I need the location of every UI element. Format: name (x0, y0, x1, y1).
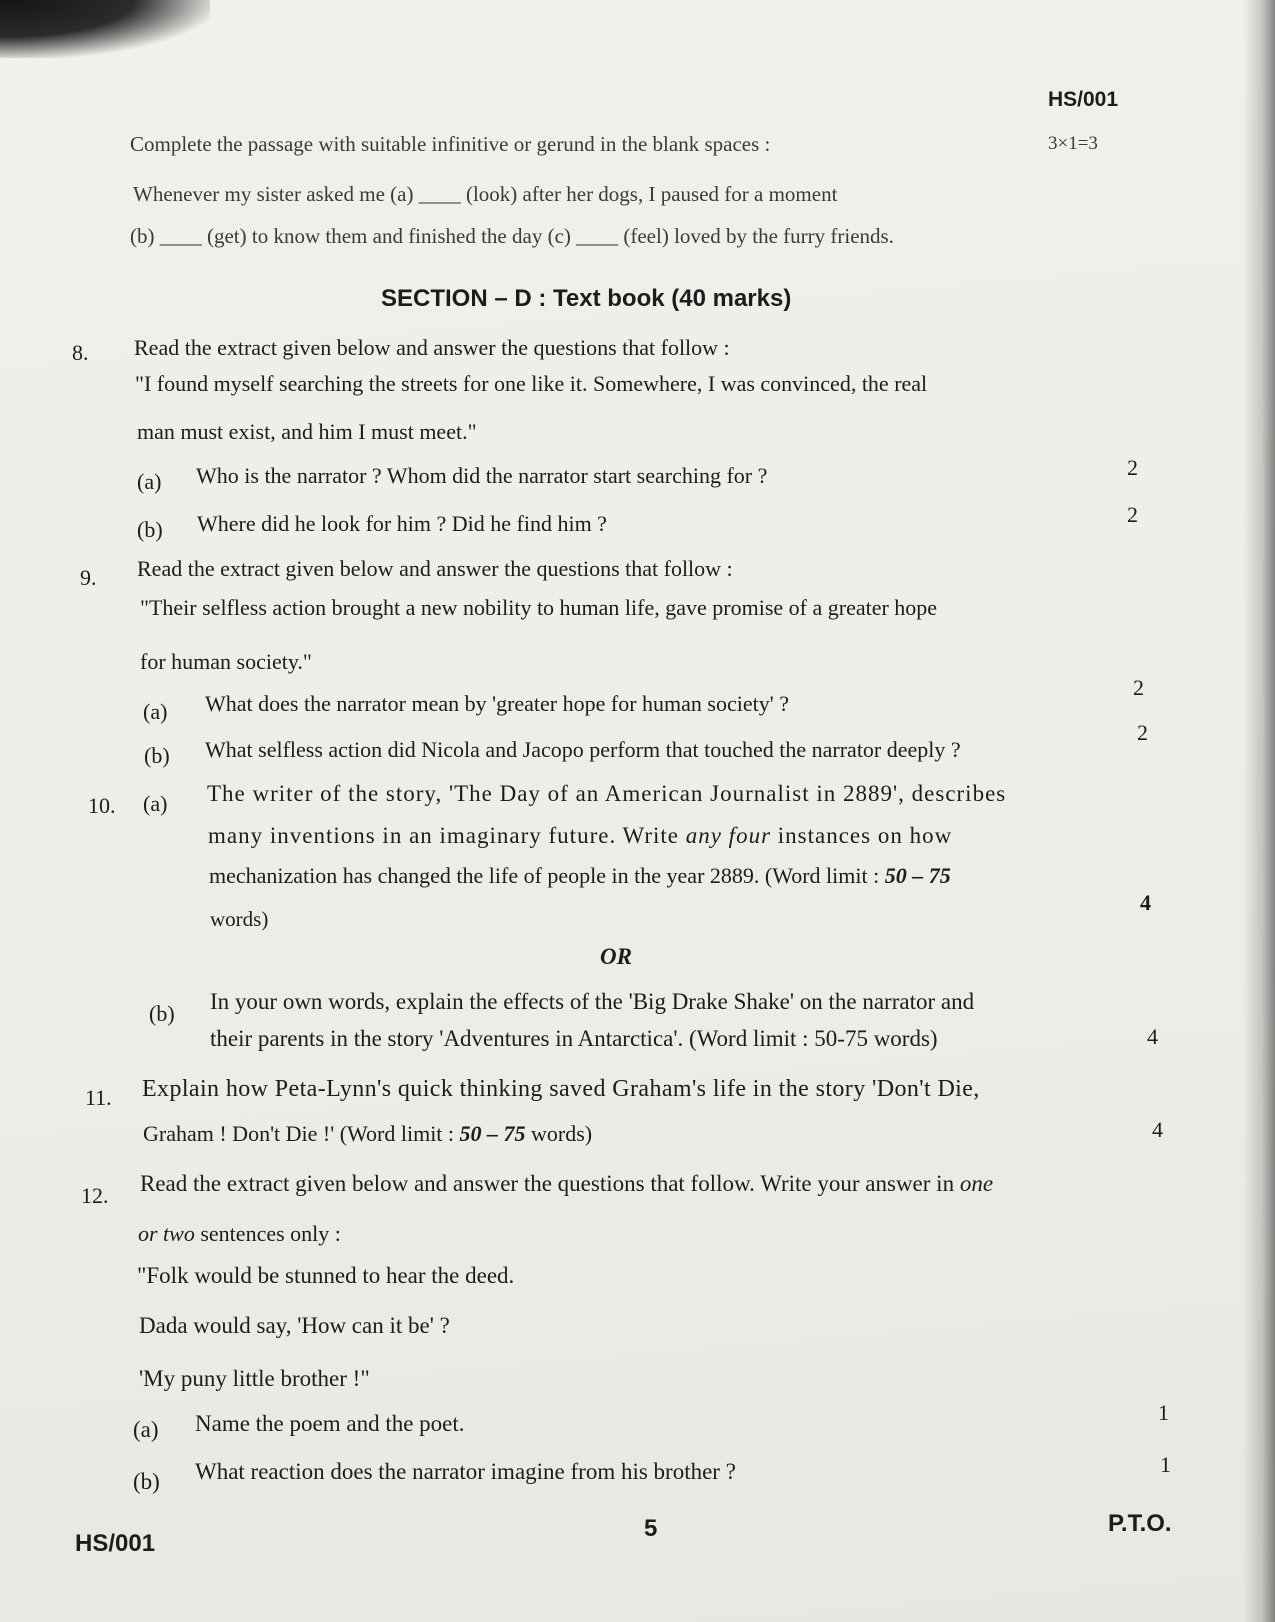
q9-instruction: Read the extract given below and answer the questions that follow : (137, 556, 733, 581)
q9a-text: What does the narrator mean by 'greater hope for human society' ? (205, 691, 789, 716)
q11-line1: Explain how Peta-Lynn's quick thinking saved Graham's life in the story 'Don't Die, (142, 1076, 980, 1102)
q10b-line1: In your own words, explain the effects of the 'Big Drake Shake' on the narrator and (210, 989, 975, 1014)
q11-number: 11. (85, 1085, 112, 1110)
q9-extract-line2: for human society." (140, 649, 312, 674)
q8b-text: Where did he look for him ? Did he find him ? (197, 511, 607, 536)
q9b-label: (b) (144, 743, 170, 768)
q12b-label: (b) (133, 1469, 160, 1494)
q8b-label: (b) (137, 517, 163, 542)
q12-line2: or two sentences only : (138, 1221, 341, 1246)
footer-code: HS/001 (75, 1530, 156, 1557)
section-d-title: SECTION – D : Text book (40 marks) (381, 285, 792, 312)
q10b-line2: their parents in the story 'Adventures in Antarctica'. (Word limit : 50-75 words) (210, 1026, 938, 1051)
q9-number: 9. (80, 565, 97, 590)
q8-number: 8. (72, 340, 89, 365)
q10a-word-limit: 50 – 75 (884, 863, 951, 888)
q7-line1: Whenever my sister asked me (a) ____ (look) after her dogs, I paused for a moment (133, 182, 838, 206)
q12-emphasis-one: one (959, 1171, 994, 1196)
q10a-emphasis-any-four: any four (685, 823, 772, 848)
q12-poem-line2: Dada would say, 'How can it be' ? (139, 1313, 450, 1338)
header-code: HS/001 (1048, 88, 1119, 111)
q9-extract-line1: "Their selfless action brought a new nobility to human life, gave promise of a greater hope (140, 595, 938, 620)
q12b-marks: 1 (1160, 1452, 1171, 1477)
q12-poem-line1: "Folk would be stunned to hear the deed. (137, 1263, 515, 1288)
q11-word-limit: 50 – 75 (459, 1121, 526, 1146)
q9b-text: What selfless action did Nicola and Jacopo perform that touched the narrator deeply ? (205, 737, 961, 762)
q11-line2: Graham ! Don't Die !' (Word limit : 50 – 75 words) (143, 1121, 593, 1146)
q8a-label: (a) (137, 469, 162, 494)
q8-extract-line1: "I found myself searching the streets for one like it. Somewhere, I was convinced, the real (135, 371, 928, 396)
q12-emphasis-or-two: or two (138, 1221, 195, 1246)
q7-line2: (b) ____ (get) to know them and finished the day (c) ____ (feel) loved by the furry friends. (130, 224, 894, 248)
page-number: 5 (644, 1515, 658, 1542)
q9a-label: (a) (143, 699, 168, 724)
scan-edge-shadow (1243, 0, 1275, 1622)
q9a-marks: 2 (1133, 675, 1144, 700)
q11-marks: 4 (1152, 1117, 1163, 1142)
scan-corner-shadow (0, 0, 210, 58)
q10a-line4: words) (210, 907, 269, 931)
q8a-text: Who is the narrator ? Whom did the narrator start searching for ? (196, 463, 768, 488)
q12-number: 12. (81, 1183, 109, 1208)
pto-label: P.T.O. (1108, 1510, 1172, 1537)
q10-or: OR (600, 944, 632, 969)
q10b-marks: 4 (1147, 1024, 1158, 1049)
q8-extract-line2: man must exist, and him I must meet." (137, 419, 477, 444)
q12-poem-line3: 'My puny little brother !" (139, 1366, 370, 1391)
q10-number: 10. (88, 793, 116, 818)
q8-instruction: Read the extract given below and answer the questions that follow : (134, 335, 730, 360)
q8a-marks: 2 (1127, 455, 1138, 480)
q10a-line1: The writer of the story, 'The Day of an American Journalist in 2889', describes (207, 781, 1007, 806)
q12a-label: (a) (133, 1417, 159, 1442)
q8b-marks: 2 (1127, 502, 1138, 527)
q10a-marks: 4 (1140, 890, 1151, 915)
q7-instruction: Complete the passage with suitable infinitive or gerund in the blank spaces : (130, 132, 771, 156)
q12-line1: Read the extract given below and answer the questions that follow. Write your answer in one (140, 1171, 994, 1196)
q10a-label: (a) (143, 791, 168, 816)
q10a-line2: many inventions in an imaginary future. Write any four instances on how (208, 823, 953, 848)
q12a-text: Name the poem and the poet. (195, 1411, 465, 1436)
q9b-marks: 2 (1137, 720, 1148, 745)
q10a-line3: mechanization has changed the life of people in the year 2889. (Word limit : 50 – 75 (209, 863, 951, 888)
q10b-label: (b) (149, 1001, 175, 1026)
q7-marks: 3×1=3 (1048, 133, 1098, 154)
q12a-marks: 1 (1158, 1400, 1169, 1425)
q12b-text: What reaction does the narrator imagine from his brother ? (195, 1459, 736, 1484)
